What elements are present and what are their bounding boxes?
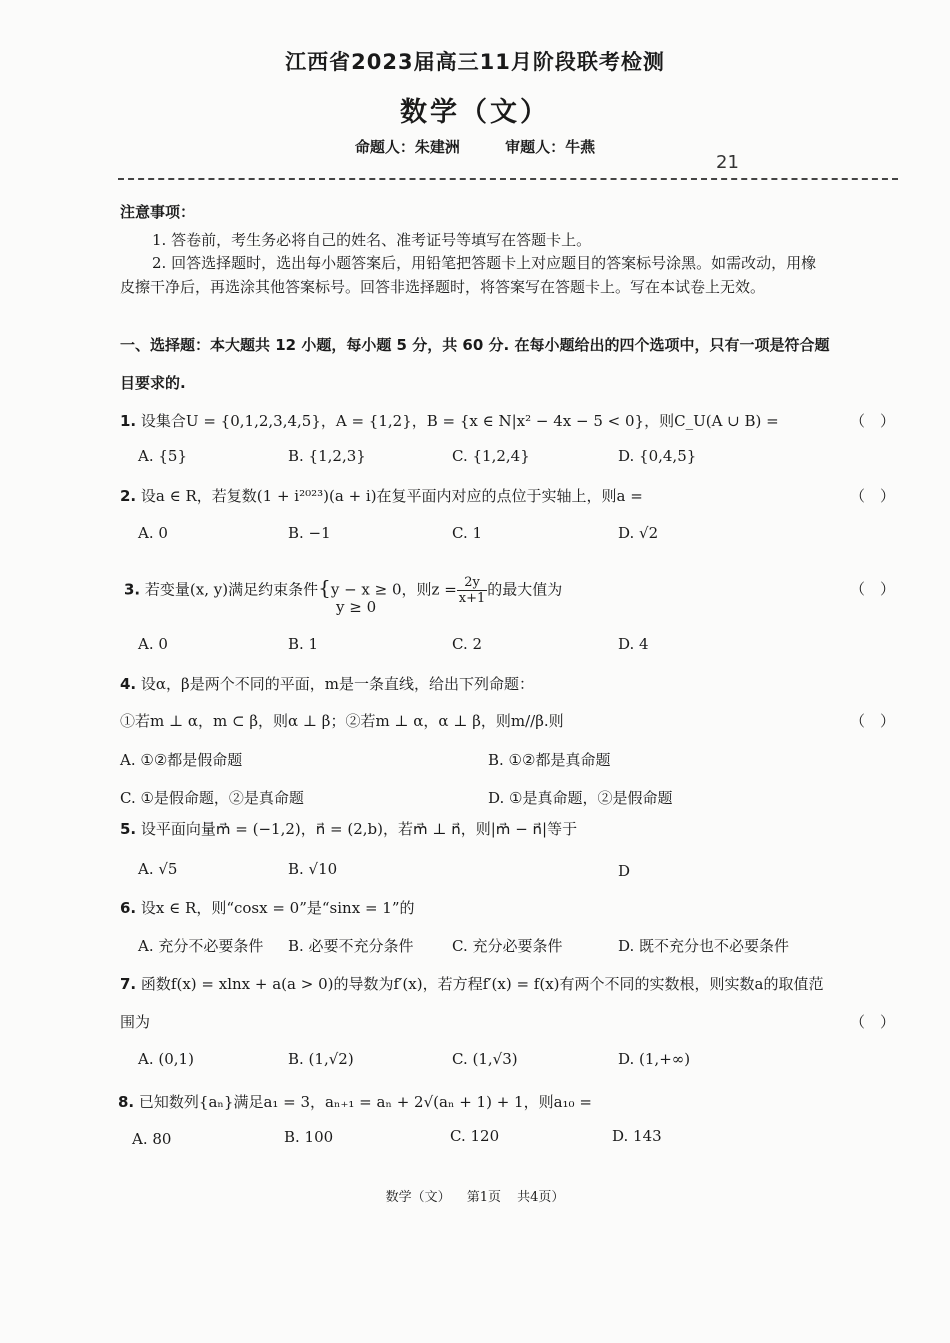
option: D. 143 [612,1127,662,1145]
answer-paren-3: （ ） [850,580,896,598]
notice-item-1: 1. 答卷前，考生务必将自己的姓名、准考证号等填写在答题卡上。 [152,231,592,249]
option: B. 1 [288,635,319,653]
question-7-line2: 围为 [120,1013,151,1031]
option: A. {5} [138,447,187,465]
option: A. ①②都是假命题 [120,751,243,769]
notice-item-2-cont: 皮擦干净后，再选涂其他答案标号。回答非选择题时，将答案写在答题卡上。写在本试卷上无效。 [120,278,766,296]
header-divider [118,178,898,180]
section-heading-cont: 目要求的. [120,374,186,392]
fraction: $\frac{2y}{x+1}$ [458,575,486,606]
option: A. √5 [138,860,178,878]
question-5: 5. 设平面向量m⃗ = (−1,2)，n⃗ = (2,b)，若m⃗ ⊥ n⃗，则|m⃗ − n⃗|等于 [120,820,578,838]
option: D [618,862,631,880]
option: C. ①是假命题，②是真命题 [120,789,304,807]
option: D. {0,4,5} [618,447,697,465]
option: B. 100 [284,1128,334,1146]
answer-paren-1: （ ） [850,412,896,430]
option: A. 充分不必要条件 [138,937,264,955]
exam-title: 江西省2023届高三11月阶段联考检测 [285,50,665,74]
option: B. √10 [288,860,338,878]
constraint-2: y ≥ 0 [336,598,377,616]
handwritten-mark: 21 [716,152,739,173]
option: D. ①是真命题，②是假命题 [488,789,673,807]
option: C. {1,2,4} [452,447,530,465]
option: D. 4 [618,635,649,653]
footer-page: 第1页 [466,1190,501,1205]
option: D. √2 [618,524,659,542]
option: B. {1,2,3} [288,447,366,465]
option: C. (1,√3) [452,1050,518,1068]
option: B. −1 [288,524,331,542]
authors-line [0,136,950,157]
option: C. 充分必要条件 [452,937,563,955]
section-heading: 一、选择题：本大题共 12 小题，每小题 5 分，共 60 分. 在每小题给出的四个选项中，只有一项是符合题 [120,336,830,354]
question-4-line2: ①若m ⊥ α，m ⊂ β，则α ⊥ β；②若m ⊥ α，α ⊥ β，则m//β.则 [120,712,564,730]
option: C. 1 [452,524,483,542]
option: B. ①②都是真命题 [488,751,611,769]
question-8: 8. 已知数列{aₙ}满足a₁ = 3，aₙ₊₁ = aₙ + 2√(aₙ + 1) + 1，则a₁₀ = [118,1093,592,1111]
option: D. 既不充分也不必要条件 [618,937,790,955]
question-4: 4. 设α，β是两个不同的平面，m是一条直线，给出下列命题： [120,675,534,693]
option: B. 必要不充分条件 [288,937,414,955]
option: A. 0 [138,635,168,653]
option: C. 2 [452,635,483,653]
answer-paren-4: （ ） [850,712,896,730]
question-2: 2. 设a ∈ R，若复数(1 + i²⁰²³)(a + i)在复平面内对应的点位于实轴上，则a = [120,487,643,505]
option: A. 0 [138,524,168,542]
notice-item-2: 2. 回答选择题时，选出每小题答案后，用铅笔把答题卡上对应题目的答案标号涂黑。如需改动，用橡 [152,254,817,272]
footer-subject: 数学（文） [385,1190,451,1205]
reviewer: 审题人：牛燕 [505,138,596,156]
answer-paren-7: （ ） [850,1013,896,1031]
option: A. (0,1) [138,1050,194,1068]
option: C. 120 [450,1127,500,1145]
option: A. 80 [132,1130,172,1148]
question-3: 3. 若变量(x, y)满足约束条件{y − x ≥ 0，则z = $\frac{2y}{x+1}$ 的最大值为 [124,575,563,606]
option: D. (1,+∞) [618,1050,691,1068]
footer-total: 共4页） [517,1190,565,1205]
subject-title: 数学（文） [400,97,550,128]
option: B. (1,√2) [288,1050,354,1068]
question-7: 7. 函数f(x) = xlnx + a(a > 0)的导数为f′(x)，若方程f′(x) = f(x)有两个不同的实数根，则实数a的取值范 [120,975,824,993]
question-6: 6. 设x ∈ R，则“cosx = 0”是“sinx = 1”的 [120,899,415,917]
question-1: 1. 设集合U = {0,1,2,3,4,5}，A = {1,2}，B = {x ∈ N|x² − 4x − 5 < 0}，则C_U(A ∪ B) = [120,412,779,430]
setter: 命题人：朱建洲 [354,138,460,156]
answer-paren-2: （ ） [850,487,896,505]
page-footer [0,1186,950,1205]
notice-heading: 注意事项： [120,203,196,221]
